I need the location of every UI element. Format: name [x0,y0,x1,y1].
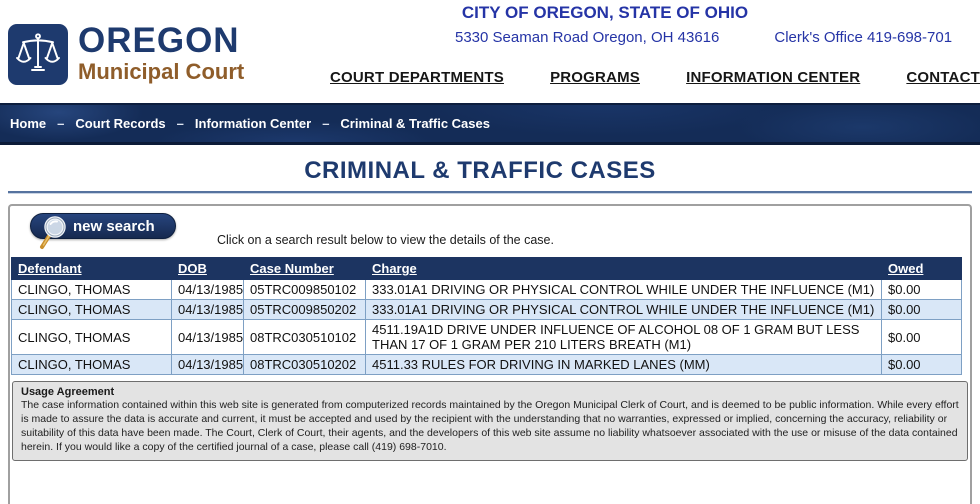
cell-owed[interactable]: $0.00 [882,355,962,375]
breadcrumb-separator: – [322,116,330,131]
cell-charge[interactable]: 4511.33 RULES FOR DRIVING IN MARKED LANES (MM) [366,355,882,375]
site-logo[interactable] [8,21,245,85]
case-row[interactable] [12,355,962,375]
cell-owed[interactable]: $0.00 [882,320,962,355]
logo-subtitle: Municipal Court [78,59,245,84]
usage-agreement-text: The case information contained within this web site is generated from computerized records maintained by the Oregon Municipal Clerk of Court, and is deemed to be public information. While every effort is made to assure the data is accurate and current, it must be accepted and used by the recipient with the understanding that no warranties, expressed or implied, concerning the accuracy, reliability or suitability of this data have been made. The Court, Clerk of Court, their agents, and the developers of this web site assume no liability whatsoever associated with the use or misuse of the data contained herein. If you would like a copy of the certified journal of a case, please call (419) 698-7010. [21,399,959,453]
cell-dob[interactable]: 04/13/1985 [172,355,244,375]
breadcrumb-separator: – [57,116,65,131]
page-title: CRIMINAL & TRAFFIC CASES [304,157,656,184]
new-search-label: new search [73,218,155,235]
logo-title: OREGON [78,21,240,60]
breadcrumb-current-page[interactable]: Criminal & Traffic Cases [340,116,490,131]
results-panel [8,204,972,504]
breadcrumb [0,103,980,145]
cell-owed[interactable]: $0.00 [882,280,962,300]
table-header-row [12,258,962,280]
cell-charge[interactable]: 4511.19A1D DRIVE UNDER INFLUENCE OF ALCOHOL 08 OF 1 GRAM BUT LESS THAN 17 OF 1 GRAM PER 210 LITERS BREATH (M1) [366,320,882,355]
breadcrumb-information-center[interactable]: Information Center [194,116,312,131]
breadcrumb-court-records[interactable]: Court Records [75,116,166,131]
cell-case-number[interactable]: 08TRC030510102 [244,320,366,355]
col-header-charge[interactable]: Charge [366,258,882,280]
col-header-case-number[interactable]: Case Number [244,258,366,280]
cell-case-number[interactable]: 05TRC009850202 [244,300,366,320]
case-row[interactable] [12,280,962,300]
city-state-heading: CITY OF OREGON, STATE OF OHIO [461,3,749,22]
results-instruction: Click on a search result below to view the details of the case. [217,233,554,247]
cell-owed[interactable]: $0.00 [882,300,962,320]
cell-charge[interactable]: 333.01A1 DRIVING OR PHYSICAL CONTROL WHILE UNDER THE INFLUENCE (M1) [366,280,882,300]
title-divider [8,191,972,194]
cell-case-number[interactable]: 08TRC030510202 [244,355,366,375]
breadcrumb-separator: – [176,116,184,131]
cell-defendant[interactable]: CLINGO, THOMAS [12,300,172,320]
col-header-defendant[interactable]: Defendant [12,258,172,280]
cell-defendant[interactable]: CLINGO, THOMAS [12,280,172,300]
cell-dob[interactable]: 04/13/1985 [172,280,244,300]
cell-defendant[interactable]: CLINGO, THOMAS [12,355,172,375]
main-nav [330,69,980,86]
breadcrumb-home[interactable]: Home [10,116,47,131]
cell-case-number[interactable]: 05TRC009850102 [244,280,366,300]
nav-court-departments[interactable]: COURT DEPARTMENTS [330,69,504,86]
cases-table [11,257,962,375]
case-row[interactable] [12,300,962,320]
nav-programs[interactable]: PROGRAMS [550,69,640,86]
col-header-owed[interactable]: Owed [882,258,962,280]
usage-agreement-heading: Usage Agreement [21,386,115,398]
site-header [0,0,980,103]
usage-agreement [12,381,968,461]
nav-information-center[interactable]: INFORMATION CENTER [686,69,861,86]
magnifying-glass-icon [38,215,72,251]
street-address: 5330 Seaman Road Oregon, OH 43616 [455,29,720,46]
nav-contact[interactable]: CONTACT [906,69,980,86]
cell-charge[interactable]: 333.01A1 DRIVING OR PHYSICAL CONTROL WHILE UNDER THE INFLUENCE (M1) [366,300,882,320]
cell-dob[interactable]: 04/13/1985 [172,300,244,320]
new-search-button[interactable] [30,213,176,239]
clerk-office-phone: Clerk's Office 419-698-701 [774,29,953,46]
cell-dob[interactable]: 04/13/1985 [172,320,244,355]
cell-defendant[interactable]: CLINGO, THOMAS [12,320,172,355]
scales-of-justice-icon [8,24,68,85]
col-header-dob[interactable]: DOB [172,258,244,280]
case-row[interactable] [12,320,962,355]
